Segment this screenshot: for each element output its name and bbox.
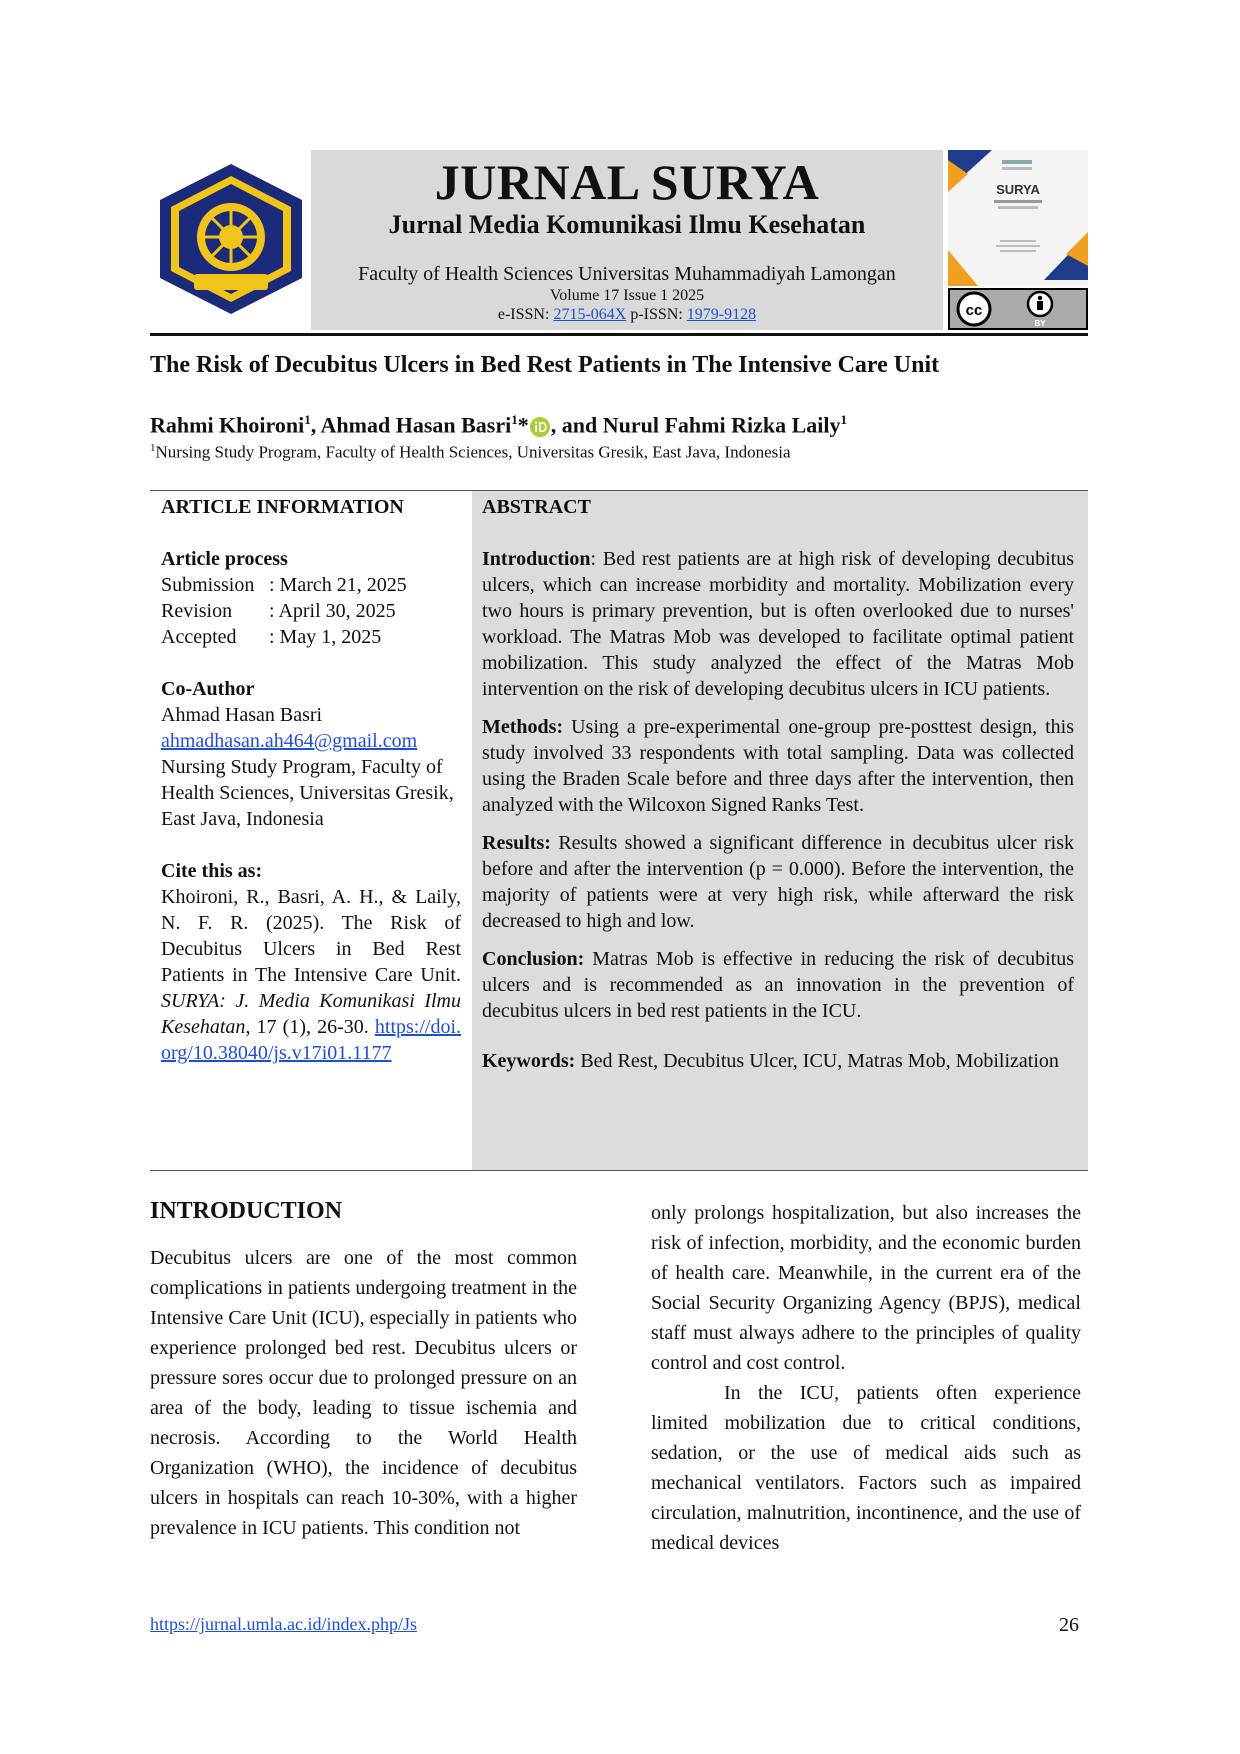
coauthor-heading: Co-Author	[161, 678, 255, 700]
affiliation	[150, 442, 791, 463]
orcid-icon[interactable]	[530, 417, 550, 437]
paper-title: The Risk of Decubitus Ulcers in Bed Rest Patients in The Intensive Care Unit	[150, 352, 940, 378]
author-1-affil: 1	[304, 412, 311, 427]
conclusion-text: Matras Mob is effective in reducing the risk of decubitus ulcers and is recommended as an innovation in the prevention of decubitus ulcers in bed rest patients in the ICU.	[482, 948, 1074, 1022]
keywords-label: Keywords:	[482, 1050, 576, 1072]
table-bottom-rule	[150, 1170, 1088, 1171]
abstract-methods	[482, 714, 1074, 818]
eissn-label: e-ISSN:	[497, 306, 550, 323]
abstract-introduction	[482, 546, 1074, 702]
university-logo	[154, 162, 308, 316]
abstract-conclusion	[482, 946, 1074, 1024]
accepted-row	[161, 624, 461, 650]
cc-text: cc	[965, 302, 983, 319]
keywords-text: Bed Rest, Decubitus Ulcer, ICU, Matras Mob, Mobilization	[575, 1050, 1059, 1072]
submission-label: Submission	[161, 574, 255, 596]
revision-date: : April 30, 2025	[269, 600, 396, 622]
author-1: Rahmi Khoironi	[150, 412, 305, 438]
corresponding-mark: *	[517, 412, 529, 438]
pissn-label: p-ISSN:	[630, 306, 683, 323]
author-2: , Ahmad Hasan Basri	[310, 412, 512, 438]
accepted-label: Accepted	[161, 626, 237, 648]
author-list	[150, 412, 847, 438]
citation-text: Khoironi, R., Basri, A. H., & Laily, N. F. R. (2025). The Risk of Decubitus Ulcers in Bed Rest Patients in The Intensive Care Unit.	[161, 886, 461, 986]
cite-heading: Cite this as:	[161, 860, 263, 882]
coauthor-email-link[interactable]: ahmadhasan.ah464@gmail.com	[161, 730, 418, 752]
article-process-heading: Article process	[161, 548, 288, 570]
results-text: Results showed a significant difference in decubitus ulcer risk before and after the intervention (p = 0.000). Before the intervention, the majority of patients were at very high risk, while afterward the risk decreased to high and low.	[482, 832, 1074, 932]
citation	[161, 884, 461, 1066]
by-text: BY	[1034, 319, 1046, 328]
journal-header	[311, 150, 943, 330]
cover-title: SURYA	[996, 182, 1040, 197]
body-paragraph-1: Decubitus ulcers are one of the most common complications in patients undergoing treatment in the Intensive Care Unit (ICU), especially in patients who experience prolonged bed rest. Decubitus ulcers or pressure sores occur due to prolonged pressure on an area of the body, leading to tissue ischemia and necrosis. According to the World Health Organization (WHO), the incidence of decubitus ulcers in hospitals can reach 10-30%, with a higher prevalence in ICU patients. This condition not	[150, 1247, 577, 1539]
abstract-heading: ABSTRACT	[482, 496, 591, 518]
coauthor-name: Ahmad Hasan Basri	[161, 704, 323, 726]
affiliation-number: 1	[150, 442, 156, 454]
header-divider	[150, 333, 1088, 336]
eissn-link[interactable]: 2715-064X	[553, 306, 627, 323]
journal-subtitle: Jurnal Media Komunikasi Ilmu Kesehatan	[388, 210, 866, 239]
article-info-heading: ARTICLE INFORMATION	[161, 496, 404, 518]
accepted-date: : May 1, 2025	[269, 626, 382, 648]
abstract-keywords	[482, 1048, 1074, 1074]
submission-row	[161, 572, 461, 598]
author-3: , and Nurul Fahmi Rizka Laily	[550, 412, 841, 438]
affiliation-text: Nursing Study Program, Faculty of Health Sciences, Universitas Gresik, East Java, Indonesia	[155, 442, 791, 462]
methods-label: Methods:	[482, 716, 564, 738]
page-number: 26	[1059, 1614, 1079, 1636]
journal-title: JURNAL SURYA	[434, 154, 820, 210]
article-information	[161, 494, 461, 1066]
methods-text: Using a pre-experimental one-group pre-posttest design, this study involved 33 respondents with total sampling. Data was collected using the Braden Scale before and three days after the intervention, then analyzed with the Wilcoxon Signed Ranks Test.	[482, 716, 1074, 816]
pissn-link[interactable]: 1979-9128	[686, 306, 757, 323]
faculty-name: Faculty of Health Sciences Universitas Muhammadiyah Lamongan	[358, 263, 896, 285]
introduction-heading: INTRODUCTION	[150, 1198, 343, 1224]
conclusion-label: Conclusion:	[482, 948, 585, 970]
revision-row	[161, 598, 461, 624]
submission-date: : March 21, 2025	[269, 574, 407, 596]
citation-tail: , 17 (1), 26-30.	[245, 1016, 369, 1038]
journal-url-link[interactable]: https://jurnal.umla.ac.id/index.php/Js	[150, 1614, 417, 1634]
body-column-right	[651, 1198, 1081, 1558]
body-paragraph-2: only prolongs hospitalization, but also increases the risk of infection, morbidity, and the economic burden of health care. Meanwhile, in the current era of the Social Security Organizing Agency (BPJS), medical staff must always adhere to the principles of quality control and cost control.	[651, 1202, 1081, 1374]
journal-cover-image	[948, 150, 1088, 330]
introduction-text: : Bed rest patients are at high risk of developing decubitus ulcers, which can increase morbidity and mortality. Mobilization every two hours is primary prevention, but is often overlooked due to nurses' workload. The Matras Mob was developed to facilitate optimal patient mobilization. This study analyzed the effect of the Matras Mob intervention on the risk of developing decubitus ulcers in ICU patients.	[482, 548, 1074, 700]
introduction-label: Introduction	[482, 548, 591, 570]
body-column-left	[150, 1243, 577, 1543]
revision-label: Revision	[161, 600, 233, 622]
citation-doi-link[interactable]: https://doi.org/10.38040/js.v17i01.1177	[161, 1016, 462, 1064]
citation-journal: SURYA: J. Media Komunikasi Ilmu Kesehatan	[161, 990, 461, 1038]
abstract-results	[482, 830, 1074, 934]
abstract-panel	[472, 491, 1088, 1170]
author-2-affil: 1	[511, 412, 518, 427]
body-paragraph-3: In the ICU, patients often experience limited mobilization due to critical conditions, sedation, or the use of medical aids such as mechanical ventilators. Factors such as impaired circulation, malnutrition, incontinence, and the use of medical devices	[651, 1382, 1081, 1554]
author-3-affil: 1	[840, 412, 847, 427]
results-label: Results:	[482, 832, 551, 854]
issn-line	[311, 305, 943, 324]
volume-issue: Volume 17 Issue 1 2025	[549, 287, 705, 304]
coauthor-affiliation: Nursing Study Program, Faculty of Health Sciences, Universitas Gresik, East Java, Indonesia	[161, 756, 454, 830]
